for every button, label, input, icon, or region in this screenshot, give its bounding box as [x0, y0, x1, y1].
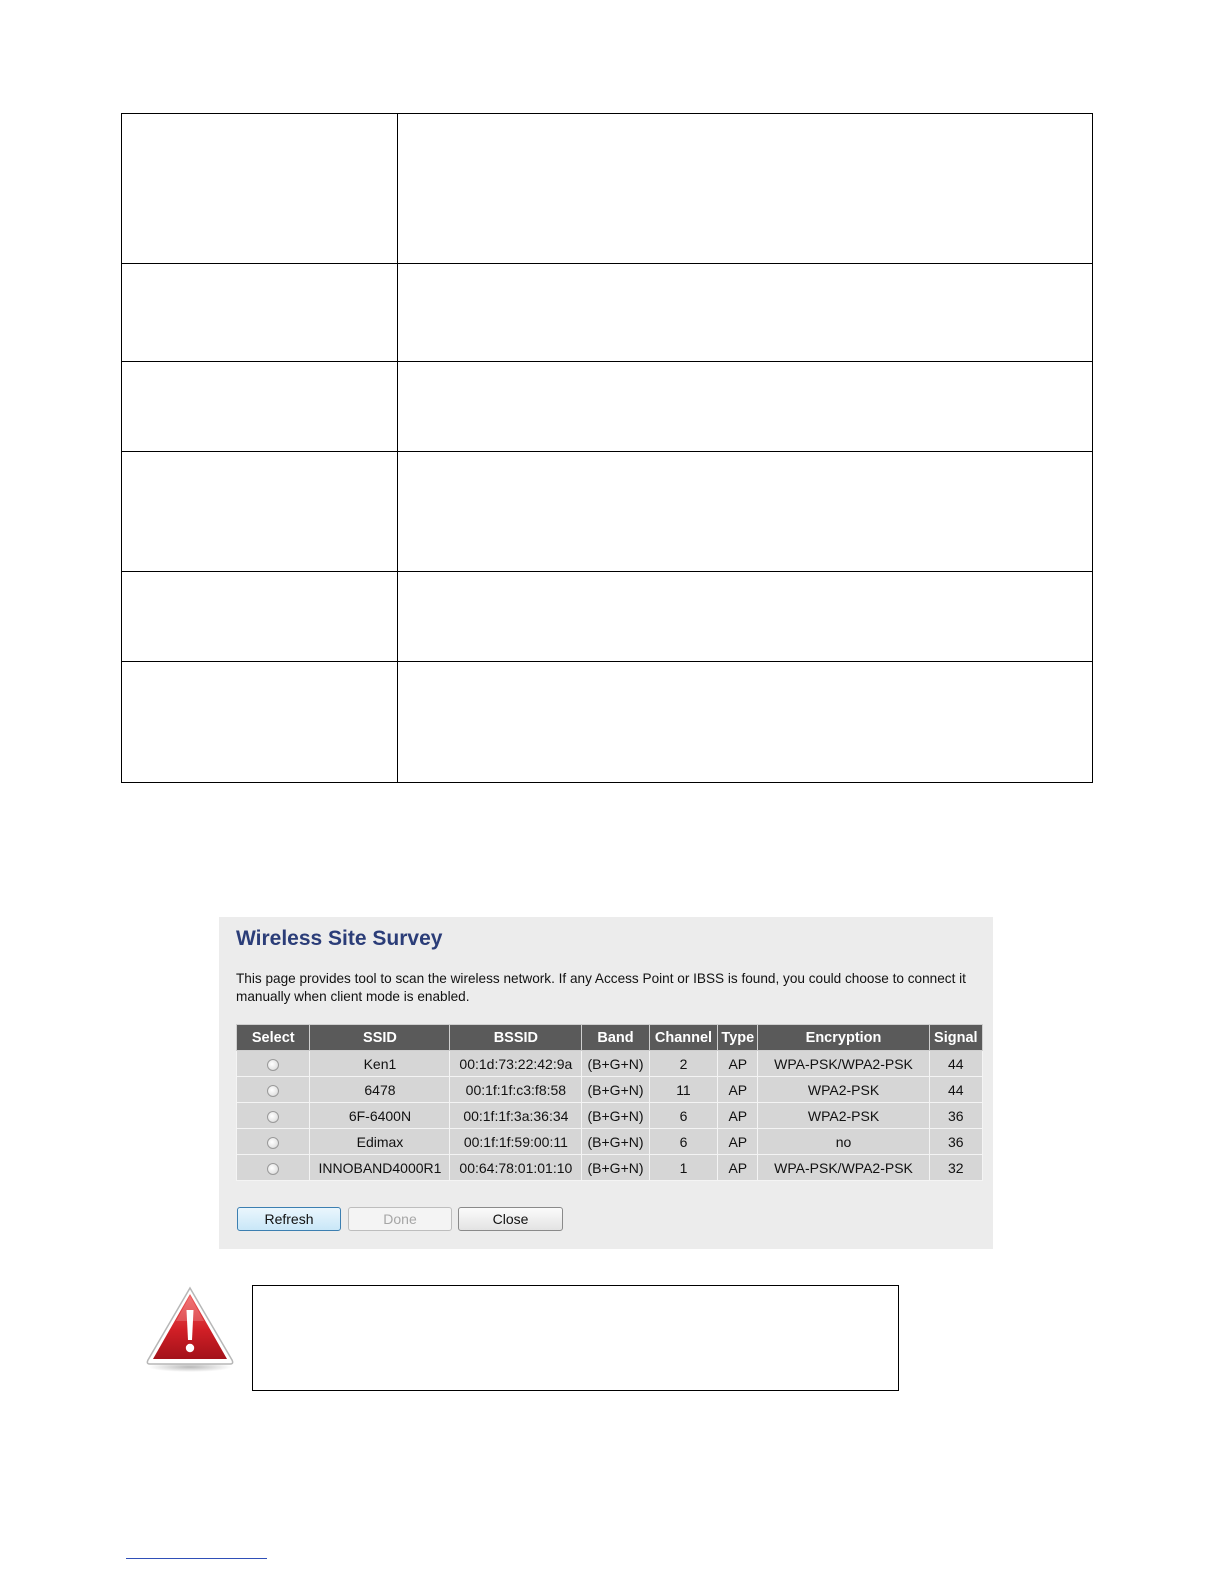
encryption-cell: WPA2-PSK — [758, 1103, 929, 1129]
definition-desc-cell — [398, 572, 1093, 662]
ssid-cell: Ken1 — [310, 1051, 450, 1077]
refresh-button[interactable]: Refresh — [237, 1207, 341, 1231]
table-row[interactable] — [237, 1051, 983, 1077]
band-cell: (B+G+N) — [582, 1155, 649, 1181]
type-cell: AP — [718, 1077, 758, 1103]
ssid-cell: INNOBAND4000R1 — [310, 1155, 450, 1181]
definition-row — [122, 362, 1093, 452]
encryption-cell: WPA-PSK/WPA2-PSK — [758, 1051, 929, 1077]
close-button[interactable]: Close — [458, 1207, 563, 1231]
type-cell: AP — [718, 1103, 758, 1129]
band-cell: (B+G+N) — [582, 1077, 649, 1103]
select-cell[interactable] — [237, 1051, 310, 1077]
footer-link-underline[interactable] — [126, 1558, 267, 1559]
network-select-radio[interactable] — [267, 1163, 279, 1175]
select-cell[interactable] — [237, 1103, 310, 1129]
definition-term-cell — [122, 114, 398, 264]
definition-table — [121, 113, 1093, 783]
column-header-encryption: Encryption — [758, 1025, 929, 1051]
warning-note-box — [252, 1285, 899, 1391]
definition-row — [122, 662, 1093, 783]
column-header-ssid: SSID — [310, 1025, 450, 1051]
select-cell[interactable] — [237, 1129, 310, 1155]
network-select-radio[interactable] — [267, 1137, 279, 1149]
site-survey-panel — [219, 917, 993, 1249]
network-select-radio[interactable] — [267, 1111, 279, 1123]
bssid-cell: 00:1f:1f:c3:f8:58 — [450, 1077, 582, 1103]
bssid-cell: 00:1f:1f:59:00:11 — [450, 1129, 582, 1155]
band-cell: (B+G+N) — [582, 1051, 649, 1077]
definition-desc-cell — [398, 662, 1093, 783]
table-row[interactable] — [237, 1129, 983, 1155]
bssid-cell: 00:1f:1f:3a:36:34 — [450, 1103, 582, 1129]
band-cell: (B+G+N) — [582, 1129, 649, 1155]
definition-row — [122, 114, 1093, 264]
done-button[interactable]: Done — [348, 1207, 452, 1231]
encryption-cell: no — [758, 1129, 929, 1155]
column-header-select: Select — [237, 1025, 310, 1051]
encryption-cell: WPA2-PSK — [758, 1077, 929, 1103]
column-header-signal: Signal — [929, 1025, 982, 1051]
network-select-radio[interactable] — [267, 1085, 279, 1097]
signal-cell: 32 — [929, 1155, 982, 1181]
signal-cell: 44 — [929, 1051, 982, 1077]
signal-cell: 36 — [929, 1129, 982, 1155]
definition-term-cell — [122, 264, 398, 362]
encryption-cell: WPA-PSK/WPA2-PSK — [758, 1155, 929, 1181]
warning-triangle-icon — [144, 1284, 236, 1374]
definition-desc-cell — [398, 114, 1093, 264]
channel-cell: 2 — [649, 1051, 717, 1077]
definition-row — [122, 264, 1093, 362]
channel-cell: 6 — [649, 1103, 717, 1129]
channel-cell: 1 — [649, 1155, 717, 1181]
definition-term-cell — [122, 362, 398, 452]
column-header-bssid: BSSID — [450, 1025, 582, 1051]
definition-desc-cell — [398, 362, 1093, 452]
channel-cell: 11 — [649, 1077, 717, 1103]
definition-row — [122, 452, 1093, 572]
column-header-band: Band — [582, 1025, 649, 1051]
select-cell[interactable] — [237, 1155, 310, 1181]
signal-cell: 44 — [929, 1077, 982, 1103]
column-header-channel: Channel — [649, 1025, 717, 1051]
definition-desc-cell — [398, 452, 1093, 572]
signal-cell: 36 — [929, 1103, 982, 1129]
ssid-cell: 6478 — [310, 1077, 450, 1103]
definition-desc-cell — [398, 264, 1093, 362]
definition-term-cell — [122, 452, 398, 572]
table-row[interactable] — [237, 1077, 983, 1103]
type-cell: AP — [718, 1129, 758, 1155]
site-survey-table — [236, 1024, 983, 1181]
bssid-cell: 00:64:78:01:01:10 — [450, 1155, 582, 1181]
page-title: Wireless Site Survey — [236, 927, 443, 950]
table-header-row — [237, 1025, 983, 1051]
column-header-type: Type — [718, 1025, 758, 1051]
bssid-cell: 00:1d:73:22:42:9a — [450, 1051, 582, 1077]
table-row[interactable] — [237, 1103, 983, 1129]
type-cell: AP — [718, 1051, 758, 1077]
ssid-cell: Edimax — [310, 1129, 450, 1155]
channel-cell: 6 — [649, 1129, 717, 1155]
select-cell[interactable] — [237, 1077, 310, 1103]
page-description: This page provides tool to scan the wireless network. If any Access Point or IBSS is found, you could choose to connect it manually when client mode is enabled. — [236, 971, 966, 1004]
type-cell: AP — [718, 1155, 758, 1181]
definition-row — [122, 572, 1093, 662]
network-select-radio[interactable] — [267, 1059, 279, 1071]
definition-term-cell — [122, 572, 398, 662]
definition-term-cell — [122, 662, 398, 783]
ssid-cell: 6F-6400N — [310, 1103, 450, 1129]
table-row[interactable] — [237, 1155, 983, 1181]
band-cell: (B+G+N) — [582, 1103, 649, 1129]
